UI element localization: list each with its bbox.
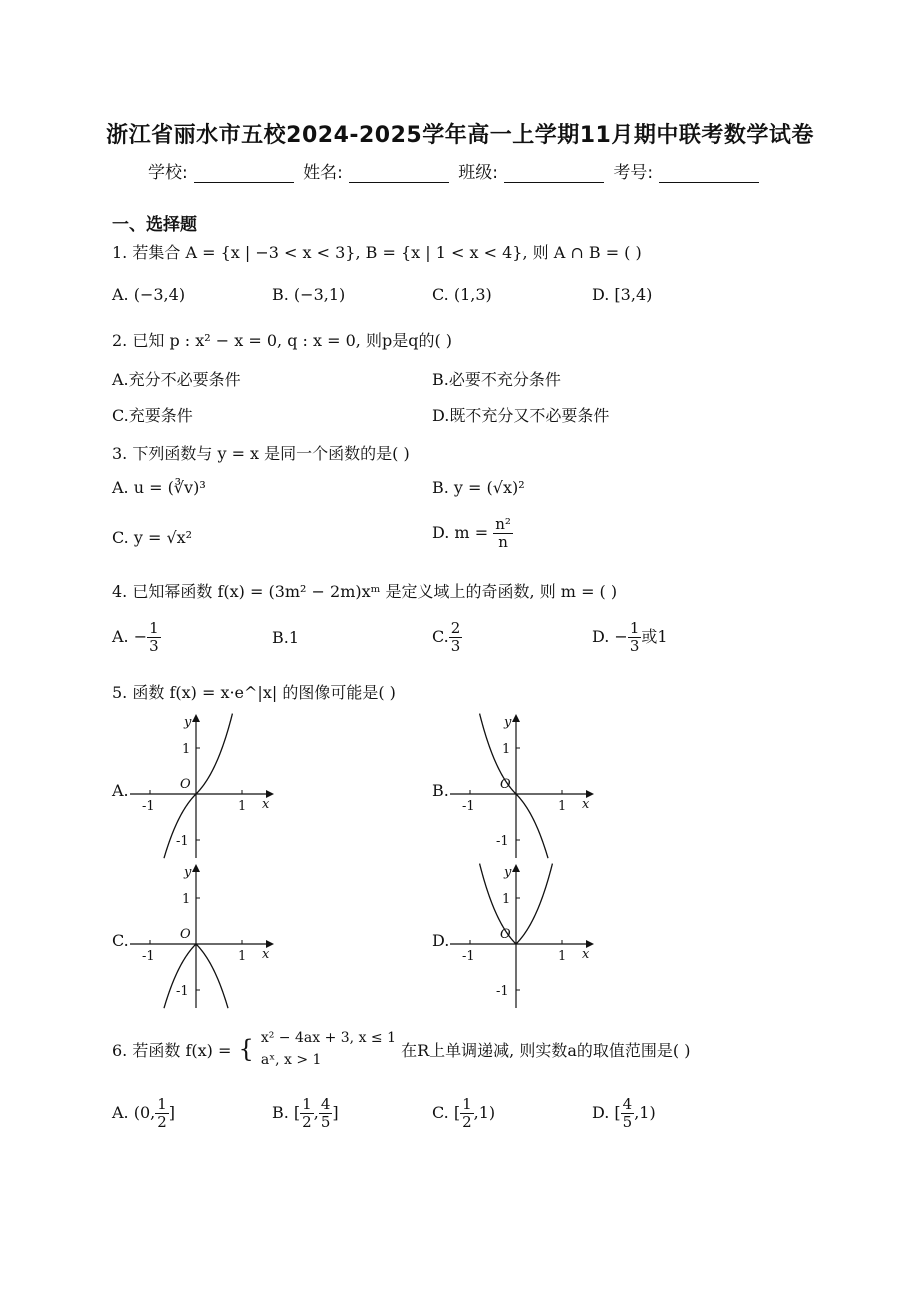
q4-d-num: 1 xyxy=(629,619,640,637)
q6-c-fraction xyxy=(460,1096,474,1131)
q4-a-fraction xyxy=(147,620,161,655)
x-one-label: 1 xyxy=(558,799,567,814)
x-axis-label: x xyxy=(582,947,590,962)
y-axis-arrow xyxy=(192,714,200,722)
q4-a-prefix: A. − xyxy=(112,627,148,646)
x-axis-label: x xyxy=(582,797,590,812)
q6-b-prefix: B. [ xyxy=(272,1103,301,1122)
x-neg-one-label: -1 xyxy=(142,799,155,814)
q5-option-a-label[interactable]: A. xyxy=(112,781,129,800)
y-axis-label: y xyxy=(504,715,512,730)
q6-c-prefix: C. [ xyxy=(432,1103,461,1122)
q6-b-den1: 2 xyxy=(302,1113,312,1131)
q1-stem: 1. 若集合 A = {x | −3 < x < 3}, B = {x | 1 < x < 4}, 则 A ∩ B = ( ) xyxy=(112,243,642,262)
number-label: 考号: xyxy=(613,163,654,183)
q6-option-b[interactable]: B. [ $\frac{1}{2}$ , $\frac{4}{5}$ ] xyxy=(272,1095,339,1131)
q3-option-d[interactable] xyxy=(432,516,513,551)
y-one-label: 1 xyxy=(502,742,511,757)
q6-b-num2: 4 xyxy=(320,1095,331,1113)
q6-stem-suffix: 在R上单调递减, 则实数a的取值范围是( ) xyxy=(401,1040,691,1060)
y-neg-one-label: -1 xyxy=(496,834,509,849)
q4-a-den: 3 xyxy=(149,637,159,655)
y-axis-label: y xyxy=(184,865,192,880)
q4-a-num: 1 xyxy=(149,619,159,637)
name-blank[interactable] xyxy=(349,164,449,183)
x-neg-one-label: -1 xyxy=(462,949,475,964)
school-label: 学校: xyxy=(148,163,188,183)
q5-stem: 5. 函数 f(x) = x·e^|x| 的图像可能是( ) xyxy=(112,683,396,702)
x-one-label: 1 xyxy=(558,949,567,964)
q3-option-c[interactable]: C. y = √x² xyxy=(112,528,193,547)
q4-option-c[interactable] xyxy=(432,620,462,655)
q1-option-d[interactable]: D. [3,4) xyxy=(592,285,653,304)
q3-d-denominator: n xyxy=(498,533,508,551)
q4-d-den: 3 xyxy=(629,637,640,655)
q3-option-a[interactable]: A. u = (∛v)³ xyxy=(112,478,206,497)
q6-a-den: 2 xyxy=(157,1113,167,1131)
origin-label: O xyxy=(500,777,511,792)
q2-stem: 2. 已知 p : x² − x = 0, q : x = 0, 则p是q的( ) xyxy=(112,331,453,350)
q5-graph-d[interactable] xyxy=(446,862,606,1012)
q6-d-num: 4 xyxy=(622,1095,633,1113)
q4-d-suffix: 或1 xyxy=(641,627,668,646)
school-blank[interactable] xyxy=(194,164,294,183)
q6-b-den2: 5 xyxy=(320,1113,331,1131)
q6-a-num: 1 xyxy=(157,1095,167,1113)
name-label: 姓名: xyxy=(303,163,343,183)
student-info xyxy=(148,158,763,183)
function-curve xyxy=(480,714,548,859)
q6-b-fraction1 xyxy=(300,1096,314,1131)
q6-option-d[interactable] xyxy=(592,1096,656,1131)
q1-option-b[interactable]: B. (−3,1) xyxy=(272,285,346,304)
y-axis-arrow xyxy=(512,864,520,872)
q4-d-prefix: D. − xyxy=(592,627,628,646)
origin-label: O xyxy=(500,927,511,942)
number-blank[interactable] xyxy=(659,164,759,183)
q6-d-fraction xyxy=(621,1096,635,1131)
q6-d-den: 5 xyxy=(622,1113,633,1131)
q2-option-b[interactable]: B.必要不充分条件 xyxy=(432,370,561,389)
q4-c-prefix: C. xyxy=(432,627,449,646)
q5-graph-b[interactable] xyxy=(446,712,606,862)
q4-option-d[interactable] xyxy=(592,620,668,655)
y-axis-arrow xyxy=(512,714,520,722)
page-title: 浙江省丽水市五校2024-2025学年高一上学期11月期中联考数学试卷 xyxy=(106,123,814,148)
q4-d-fraction xyxy=(628,620,642,655)
q4-c-fraction xyxy=(449,620,463,655)
x-neg-one-label: -1 xyxy=(142,949,155,964)
q6-a-suffix: ] xyxy=(168,1103,176,1122)
y-one-label: 1 xyxy=(502,892,511,907)
x-one-label: 1 xyxy=(238,799,247,814)
function-curve xyxy=(164,714,232,859)
q1-option-c[interactable]: C. (1,3) xyxy=(432,285,492,304)
y-neg-one-label: -1 xyxy=(496,984,509,999)
origin-label: O xyxy=(180,777,191,792)
q6-c-num: 1 xyxy=(462,1095,472,1113)
q4-c-den: 3 xyxy=(450,637,461,655)
q1-option-a[interactable]: A. (−3,4) xyxy=(112,285,186,304)
x-one-label: 1 xyxy=(238,949,247,964)
y-neg-one-label: -1 xyxy=(176,984,189,999)
q5-option-d-label[interactable]: D. xyxy=(432,931,450,950)
x-neg-one-label: -1 xyxy=(462,799,475,814)
q6-cases xyxy=(261,1027,396,1071)
section-heading: 一、选择题 xyxy=(112,215,197,235)
q6-stem-prefix: 6. 若函数 f(x) = xyxy=(112,1040,232,1060)
class-blank[interactable] xyxy=(504,164,604,183)
q6-c-den: 2 xyxy=(462,1113,472,1131)
y-neg-one-label: -1 xyxy=(176,834,189,849)
q6-option-c[interactable] xyxy=(432,1096,495,1131)
q3-option-b[interactable]: B. y = (√x)² xyxy=(432,478,525,497)
y-axis-label: y xyxy=(184,715,192,730)
q6-b-fraction2 xyxy=(319,1096,333,1131)
y-axis-label: y xyxy=(504,865,512,880)
q6-case2: aˣ, x > 1 xyxy=(260,1052,322,1068)
q6-d-prefix: D. [ xyxy=(592,1103,621,1122)
y-axis-arrow xyxy=(192,864,200,872)
x-axis-label: x xyxy=(262,947,270,962)
q6-brace: { xyxy=(238,1035,254,1063)
q6-a-prefix: A. (0, xyxy=(112,1103,156,1122)
q4-option-a[interactable] xyxy=(112,620,161,655)
q2-option-a[interactable]: A.充分不必要条件 xyxy=(112,370,241,389)
q6-b-suffix: ] xyxy=(332,1103,339,1122)
q6-b-num1: 1 xyxy=(302,1095,312,1113)
q3-d-prefix: D. m = xyxy=(432,523,489,542)
q3-d-numerator: n² xyxy=(495,515,511,533)
q5-option-c-label[interactable]: C. xyxy=(112,931,129,950)
q5-option-b-label[interactable]: B. xyxy=(432,781,449,800)
origin-label: O xyxy=(180,927,191,942)
q5-graph-a[interactable] xyxy=(126,712,286,862)
q6-a-fraction xyxy=(155,1096,169,1131)
y-one-label: 1 xyxy=(182,742,191,757)
q4-stem: 4. 已知幂函数 f(x) = (3m² − 2m)xᵐ 是定义域上的奇函数, 则 m = ( ) xyxy=(112,582,618,601)
q6-c-suffix: ,1) xyxy=(473,1103,496,1122)
y-one-label: 1 xyxy=(182,892,191,907)
q2-option-c[interactable]: C.充要条件 xyxy=(112,406,193,425)
q6-option-a[interactable] xyxy=(112,1096,175,1131)
class-label: 班级: xyxy=(458,163,499,183)
q6-case1: x² − 4ax + 3, x ≤ 1 xyxy=(260,1030,397,1046)
q3-stem: 3. 下列函数与 y = x 是同一个函数的是( ) xyxy=(112,444,410,463)
q6-d-suffix: ,1) xyxy=(634,1103,656,1122)
q5-graph-c[interactable] xyxy=(126,862,286,1012)
q3-d-fraction xyxy=(493,516,513,551)
q6-stem xyxy=(112,1027,690,1071)
q4-option-b[interactable]: B.1 xyxy=(272,628,300,647)
q4-c-num: 2 xyxy=(450,619,461,637)
x-axis-label: x xyxy=(262,797,270,812)
q2-option-d[interactable]: D.既不充分又不必要条件 xyxy=(432,406,610,425)
